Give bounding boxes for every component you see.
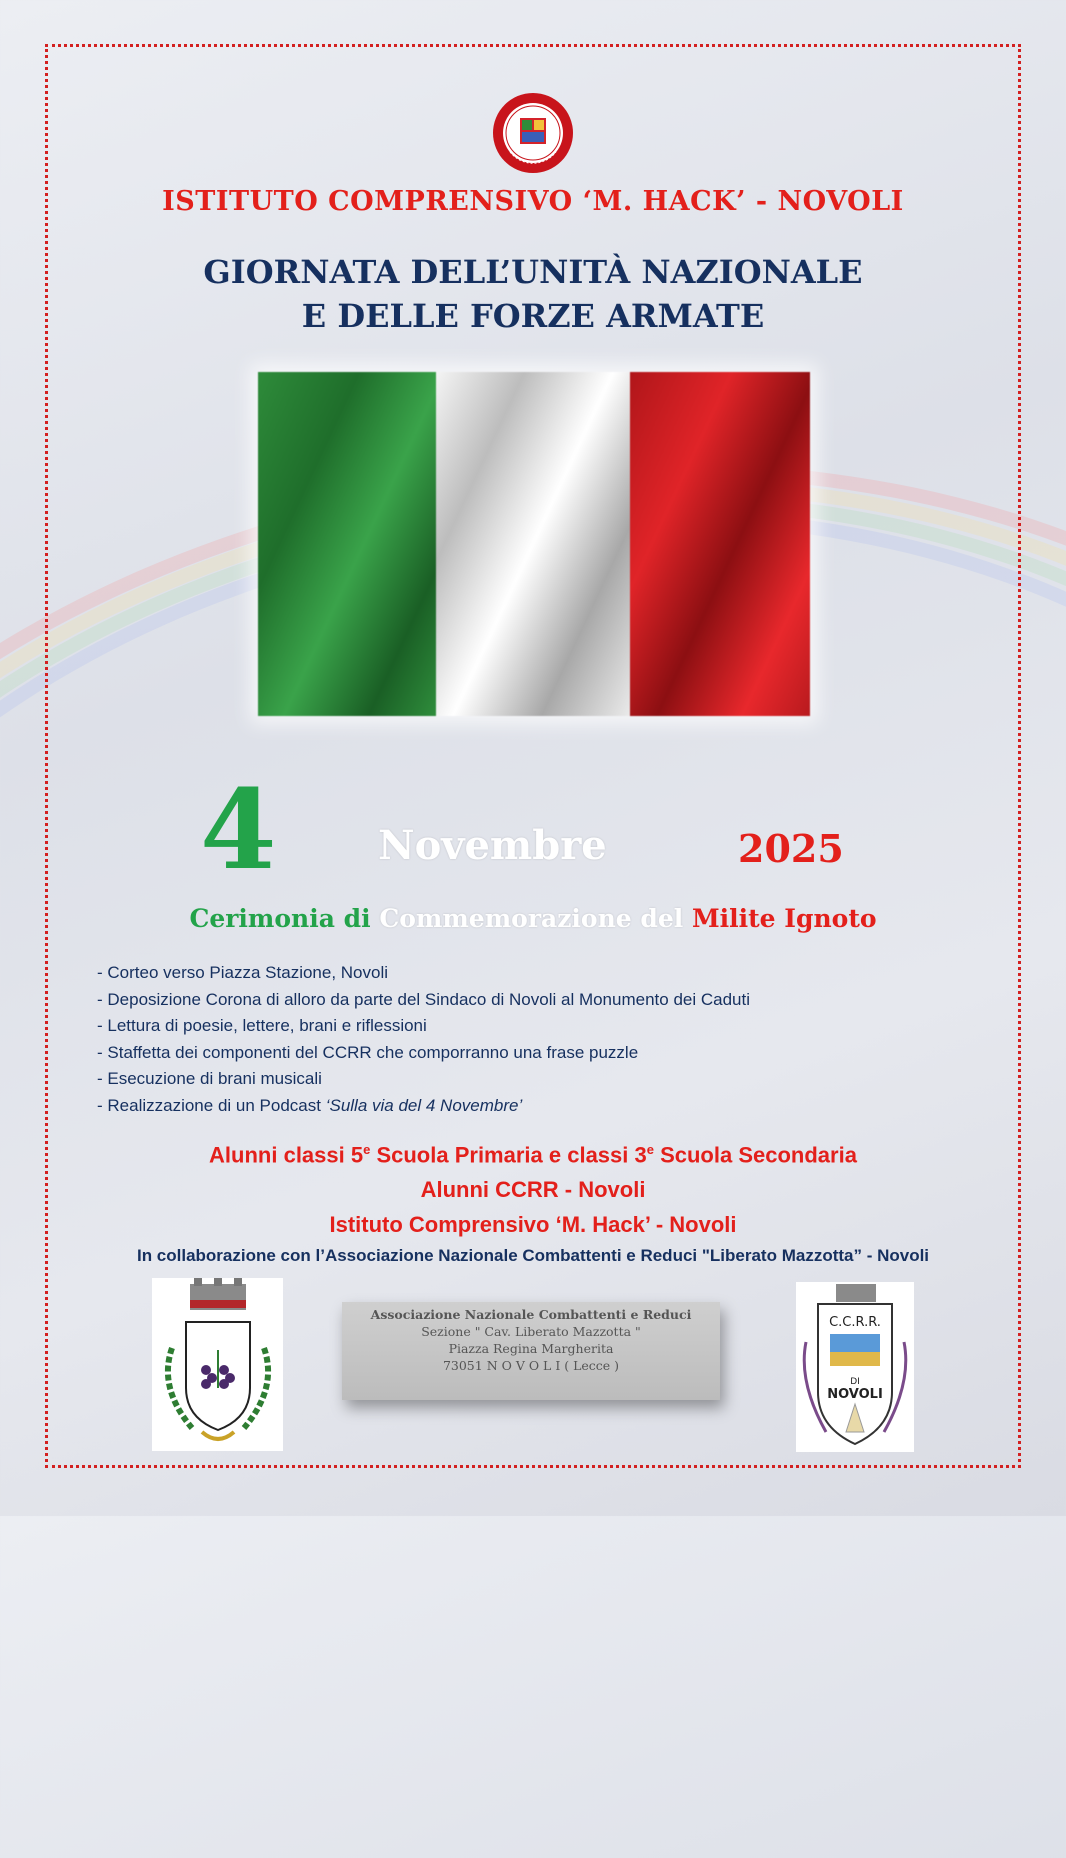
list-item	[97, 1093, 977, 1120]
participants-text: Scuola Primaria e classi 3	[370, 1142, 647, 1168]
ceremony-part-1: Cerimonia di	[189, 904, 371, 933]
participants-block	[0, 1132, 1066, 1242]
activities-list	[97, 960, 977, 1119]
ccrr-logo	[796, 1282, 914, 1452]
podcast-prefix: - Realizzazione di un Podcast	[97, 1095, 321, 1115]
participants-text: Alunni classi 5	[209, 1142, 364, 1168]
list-item: - Deposizione Corona di alloro da parte del Sindaco di Novoli al Monumento dei Caduti	[97, 989, 750, 1009]
flag-white-band	[436, 372, 630, 716]
ccrr-di-text: DI	[850, 1377, 860, 1387]
ceremony-title	[0, 904, 1066, 933]
ccrr-crest-icon	[796, 1282, 914, 1452]
superscript: e	[363, 1142, 371, 1157]
list-item: - Lettura di poesie, lettere, brani e riflessioni	[97, 1016, 427, 1035]
school-title: ISTITUTO COMPRENSIVO ‘M. HACK’ - NOVOLI	[162, 186, 904, 217]
stamp-line-4: 73051 N O V O L I ( Lecce )	[442, 1358, 620, 1373]
title-line-2: E DELLE FORZE ARMATE	[301, 297, 765, 335]
page-title	[0, 250, 1066, 338]
stamp-line-3: Piazza Regina Margherita	[448, 1341, 614, 1356]
ceremony-part-2: Commemorazione del	[379, 904, 684, 933]
participants-line-3: Istituto Comprensivo ‘M. Hack’ - Novoli	[329, 1212, 737, 1238]
stamp-line-1: Associazione Nazionale Combattenti e Reduci	[370, 1307, 692, 1322]
superscript: e	[646, 1142, 654, 1157]
list-item: - Esecuzione di brani musicali	[97, 1069, 322, 1088]
podcast-title: ‘Sulla via del 4 Novembre’	[325, 1095, 523, 1115]
ccrr-text: C.C.R.R.	[829, 1315, 881, 1330]
participants-line-2: Alunni CCRR - Novoli	[420, 1177, 646, 1203]
novoli-crest-logo	[152, 1278, 283, 1451]
flag-red-band	[630, 372, 810, 716]
collaboration-note: In collaborazione con l’Associazione Nazionale Combattenti e Reduci "Liberato Mazzotta” - Novoli	[136, 1246, 930, 1265]
event-year: 2025	[738, 826, 844, 871]
title-line-1: GIORNATA DELL’UNITÀ NAZIONALE	[203, 253, 863, 291]
italian-flag-image	[258, 372, 810, 716]
event-month: Novembre	[378, 822, 607, 869]
flag-green-band	[258, 372, 436, 716]
association-stamp	[342, 1302, 720, 1400]
event-day: 4	[200, 765, 277, 894]
list-item: - Staffetta dei componenti del CCRR che comporranno una frase puzzle	[97, 1042, 639, 1062]
ceremony-part-3: Milite Ignoto	[691, 904, 877, 933]
school-seal-icon	[492, 92, 574, 174]
list-item: - Corteo verso Piazza Stazione, Novoli	[97, 963, 389, 982]
ccrr-novoli-text: NOVOLI	[827, 1387, 883, 1402]
crest-icon	[152, 1278, 283, 1451]
participants-line-1	[0, 1132, 1066, 1172]
participants-text: Scuola Secondaria	[653, 1142, 857, 1168]
stamp-line-2: Sezione " Cav. Liberato Mazzotta "	[421, 1324, 641, 1339]
